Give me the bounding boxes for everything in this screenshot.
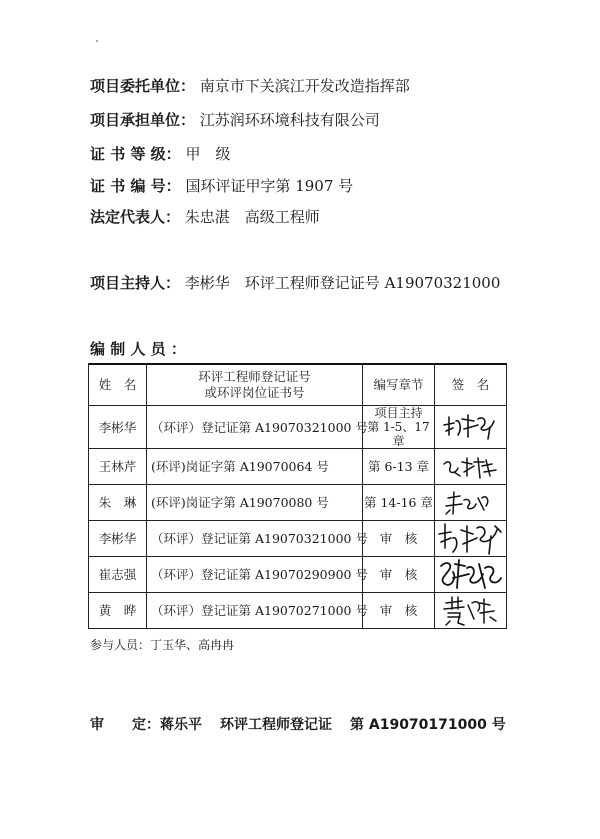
staff-cert: （环评）登记证第 A19070321000 号 — [147, 406, 363, 449]
staff-section: 审 核 — [363, 521, 435, 557]
signature-wang-image — [438, 452, 504, 482]
signature-cui-image — [435, 558, 507, 592]
staff-cert: (环评)岗证字第 A19070064 号 — [147, 449, 363, 485]
staff-section: 第 14-16 章 — [363, 485, 435, 521]
staff-cert: （环评）登记证第 A19070290900 号 — [147, 557, 363, 593]
staff-section: 审 核 — [363, 593, 435, 629]
participants-note: 参与人员：丁玉华、高冉冉 — [90, 638, 235, 652]
client-label: 项目委托单位： — [90, 77, 196, 95]
signature-zhu-image — [438, 488, 504, 518]
staff-section: 审 核 — [363, 557, 435, 593]
cert-number-value: 国环评证甲字第 1907 号 — [185, 177, 354, 195]
staff-name: 黄 晔 — [89, 593, 147, 629]
col-header-signature: 签 名 — [435, 364, 507, 406]
info-row-project-host — [90, 273, 500, 293]
table-row — [89, 449, 507, 485]
approval-row — [90, 714, 506, 734]
client-value: 南京市下关滨江开发改造指挥部 — [199, 77, 410, 95]
signature-cell — [435, 593, 507, 629]
table-row — [89, 557, 507, 593]
grade-value: 甲 级 — [185, 145, 231, 163]
signature-cell — [435, 449, 507, 485]
signature-cell — [435, 557, 507, 593]
table-row — [89, 485, 507, 521]
signature-cell — [435, 406, 507, 449]
table-header-row — [89, 364, 507, 406]
staff-cert: （环评）登记证第 A19070271000 号 — [147, 593, 363, 629]
contractor-value: 江苏润环环境科技有限公司 — [199, 111, 380, 129]
staff-cert: （环评）登记证第 A19070321000 号 — [147, 521, 363, 557]
signature-li-image — [438, 411, 504, 443]
cert-number-label: 证 书 编 号： — [90, 177, 181, 195]
table-row — [89, 406, 507, 449]
info-row-client — [90, 76, 410, 96]
staff-section-line2: 第 1-5、17 章 — [367, 420, 430, 448]
col-header-section: 编写章节 — [363, 364, 435, 406]
staff-name: 朱 琳 — [89, 485, 147, 521]
table-row — [89, 521, 507, 557]
signature-huang-image — [438, 595, 504, 627]
scan-speck — [96, 40, 98, 42]
staff-section-line1: 项目主持 — [374, 406, 423, 420]
signature-li-review-image — [435, 522, 507, 556]
staff-name: 王林芹 — [89, 449, 147, 485]
legal-rep-value: 朱忠湛 高级工程师 — [184, 208, 320, 226]
staff-table — [88, 363, 507, 629]
col-header-name: 姓 名 — [89, 364, 147, 406]
staff-section-title: 编 制 人 员 ： — [90, 340, 186, 358]
info-row-legal-rep — [90, 207, 320, 227]
signature-cell — [435, 521, 507, 557]
table-row — [89, 593, 507, 629]
approver-number: 第 A19070171000 号 — [350, 717, 506, 733]
grade-label: 证 书 等 级： — [90, 145, 181, 163]
staff-name: 李彬华 — [89, 521, 147, 557]
info-row-contractor — [90, 110, 380, 130]
contractor-label: 项目承担单位： — [90, 111, 196, 129]
host-label: 项目主持人： — [90, 274, 181, 292]
approver-name: 蒋乐平 — [160, 717, 202, 733]
col-header-cert-line1: 环评工程师登记证号 — [198, 369, 311, 384]
host-value: 李彬华 环评工程师登记证号 A19070321000 — [184, 274, 501, 292]
col-header-cert-line2: 或环评岗位证书号 — [204, 385, 305, 400]
approval-label: 审 定： — [90, 717, 160, 733]
staff-section — [363, 406, 435, 449]
col-header-cert — [147, 364, 363, 406]
staff-cert: (环评)岗证字第 A19070080 号 — [147, 485, 363, 521]
approver-title: 环评工程师登记证 — [220, 717, 332, 733]
staff-name: 李彬华 — [89, 406, 147, 449]
legal-rep-label: 法定代表人： — [90, 208, 181, 226]
info-row-cert-number — [90, 176, 353, 196]
info-row-grade — [90, 144, 230, 164]
staff-section: 第 6-13 章 — [363, 449, 435, 485]
signature-cell — [435, 485, 507, 521]
staff-name: 崔志强 — [89, 557, 147, 593]
